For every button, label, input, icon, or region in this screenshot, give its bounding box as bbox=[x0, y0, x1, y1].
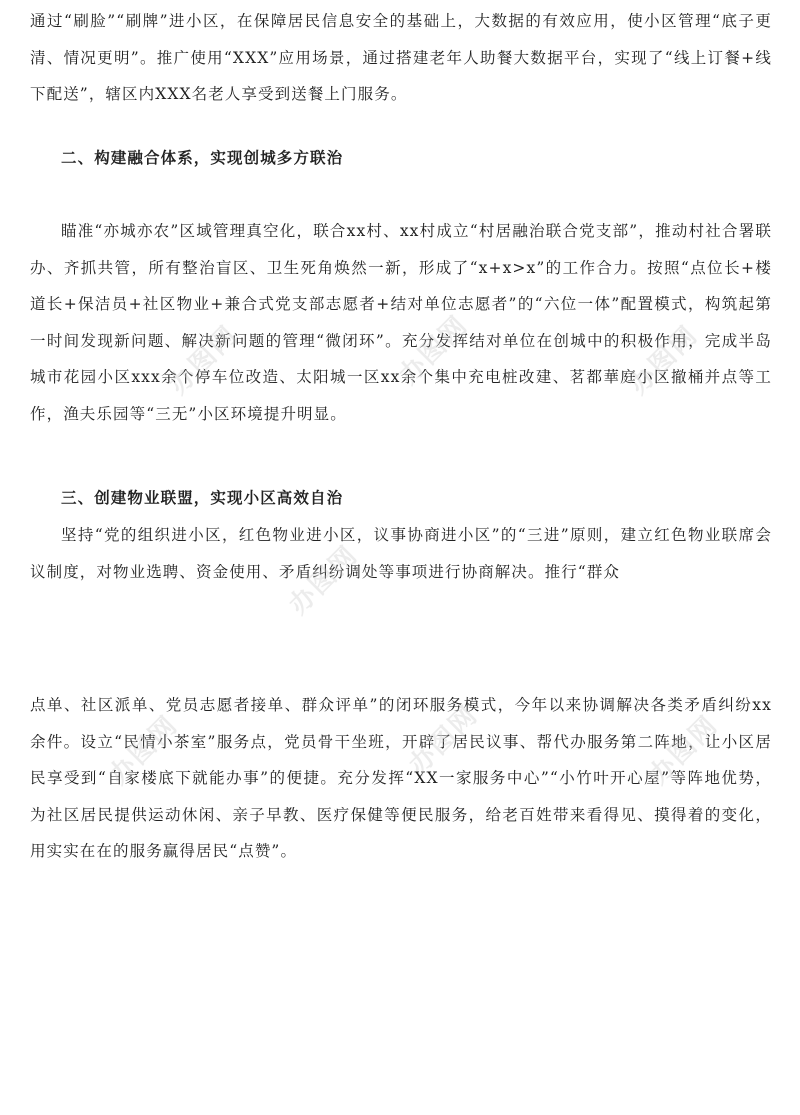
watermark-logo: 办图网 bbox=[163, 319, 245, 401]
section-3-paragraph-part-2: 点单、社区派单、党员志愿者接单、群众评单”的闭环服务模式，今年以来协调解决各类矛盾纠纷xx余件。设立“民情小茶室”服务点，党员骨干坐班，开辟了居民议事、帮代办服务第二阵地，让小区居民享受到“自家楼底下就能办事”的便捷。充分发挥“XX一家服务中心”“小竹叶开心屋”等阵地优势，为社区居民提供运动休闲、亲子早教、医疗保健等便民服务，给老百姓带来看得见、摸得着的变化，用实实在在的服务赢得居民“点赞”。 bbox=[30, 696, 772, 860]
watermark-logo: 办图网 bbox=[643, 709, 725, 791]
watermark-logo: 办图网 bbox=[403, 699, 485, 781]
watermark-logo: 办图网 bbox=[393, 309, 475, 391]
watermark-logo: 办图网 bbox=[623, 319, 705, 401]
section-heading-3: 三、创建物业联盟，实现小区高效自治 bbox=[61, 488, 344, 507]
section-3-paragraph-part-1: 坚持“党的组织进小区，红色物业进小区，议事协商进小区”的“三进”原则，建立红色物业联席会议制度，对物业选聘、资金使用、矛盾纠纷调处等事项进行协商解决。推行“群众 bbox=[30, 526, 772, 581]
section-heading-2: 二、构建融合体系，实现创城多方联治 bbox=[61, 148, 344, 167]
section-2-paragraph: 瞄准“亦城亦农”区域管理真空化，联合xx村、xx村成立“村居融治联合党支部”，推动村社合署联办、齐抓共管，所有整治盲区、卫生死角焕然一新，形成了“x+x>x”的工作合力。按照“点位长+楼道长+保洁员+社区物业+兼合式党支部志愿者+结对单位志愿者”的“六位一体”配置模式，构筑起第一时间发现新问题、解决新问题的管理“微闭环”。充分发挥结对单位在创城中的积极作用，完成半岛城市花园小区xxx余个停车位改造、太阳城一区xx余个集中充电桩改建、茗都華庭小区撤桶并点等工作，渔夫乐园等“三无”小区环境提升明显。 bbox=[30, 222, 772, 423]
intro-paragraph: 通过“刷脸”“刷牌”进小区，在保障居民信息安全的基础上，大数据的有效应用，使小区管理“底子更清、情况更明”。推广使用“XXX”应用场景，通过搭建老年人助餐大数据平台，实现了“线上订餐+线下配送”，辖区内XXX名老人享受到送餐上门服务。 bbox=[30, 12, 772, 103]
watermark-logo: 办图网 bbox=[283, 539, 365, 621]
watermark-logo: 办图网 bbox=[103, 709, 185, 791]
